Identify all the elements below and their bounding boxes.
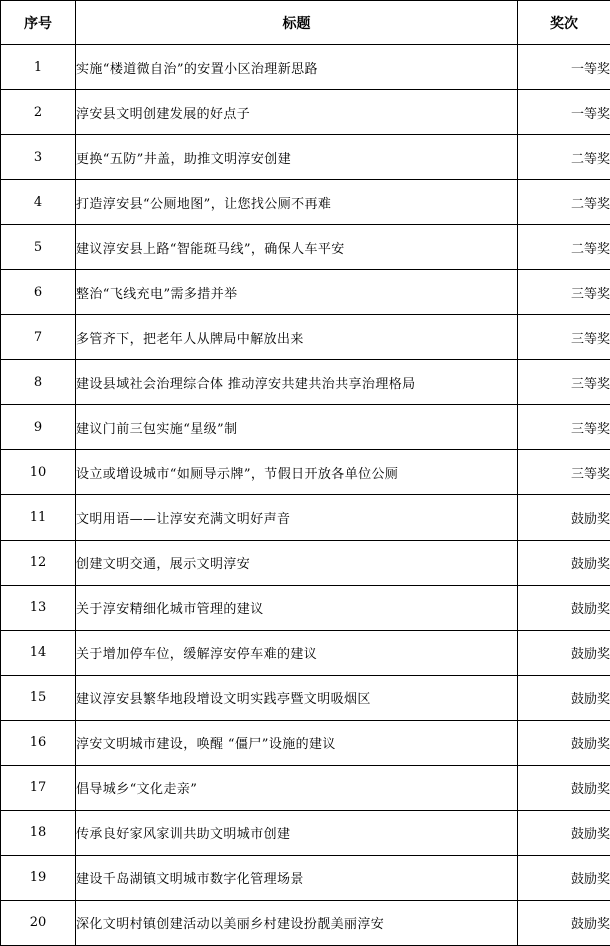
row-title: 深化文明村镇创建活动以美丽乡村建设扮靓美丽淳安 xyxy=(76,900,518,945)
table-row xyxy=(1,720,610,765)
row-index: 13 xyxy=(1,585,76,630)
row-title: 建议淳安县繁华地段增设文明实践亭暨文明吸烟区 xyxy=(76,675,518,720)
table-row xyxy=(1,405,610,450)
row-title: 建议淳安县上路“智能斑马线”，确保人车平安 xyxy=(76,225,518,270)
row-title: 更换“五防”井盖，助推文明淳安创建 xyxy=(76,135,518,180)
row-award: 二等奖 xyxy=(518,180,610,225)
table-row xyxy=(1,675,610,720)
row-title: 建议门前三包实施“星级”制 xyxy=(76,405,518,450)
table-row xyxy=(1,135,610,180)
row-award: 鼓励奖 xyxy=(518,675,610,720)
table-row xyxy=(1,90,610,135)
row-award: 一等奖 xyxy=(518,90,610,135)
row-title: 关于淳安精细化城市管理的建议 xyxy=(76,585,518,630)
row-title: 创建文明交通，展示文明淳安 xyxy=(76,540,518,585)
row-title: 实施“楼道微自治”的安置小区治理新思路 xyxy=(76,45,518,90)
row-title: 淳安县文明创建发展的好点子 xyxy=(76,90,518,135)
table-row xyxy=(1,765,610,810)
table-row xyxy=(1,585,610,630)
row-award: 鼓励奖 xyxy=(518,720,610,765)
table-row xyxy=(1,225,610,270)
row-index: 15 xyxy=(1,675,76,720)
table-row xyxy=(1,900,610,945)
row-award: 一等奖 xyxy=(518,45,610,90)
table-row xyxy=(1,855,610,900)
row-award: 二等奖 xyxy=(518,135,610,180)
row-index: 9 xyxy=(1,405,76,450)
header-title: 标题 xyxy=(76,1,518,45)
row-award: 三等奖 xyxy=(518,315,610,360)
table-row xyxy=(1,495,610,540)
table-row xyxy=(1,270,610,315)
row-index: 3 xyxy=(1,135,76,180)
row-index: 11 xyxy=(1,495,76,540)
row-award: 鼓励奖 xyxy=(518,495,610,540)
row-title: 多管齐下，把老年人从牌局中解放出来 xyxy=(76,315,518,360)
row-index: 7 xyxy=(1,315,76,360)
row-index: 4 xyxy=(1,180,76,225)
row-index: 18 xyxy=(1,810,76,855)
row-index: 19 xyxy=(1,855,76,900)
row-index: 8 xyxy=(1,360,76,405)
row-award: 鼓励奖 xyxy=(518,540,610,585)
table-row xyxy=(1,450,610,495)
row-award: 三等奖 xyxy=(518,450,610,495)
table-row xyxy=(1,630,610,675)
row-award: 二等奖 xyxy=(518,225,610,270)
row-title: 文明用语——让淳安充满文明好声音 xyxy=(76,495,518,540)
row-award: 鼓励奖 xyxy=(518,900,610,945)
header-index: 序号 xyxy=(1,1,76,45)
row-index: 1 xyxy=(1,45,76,90)
row-title: 传承良好家风家训共助文明城市创建 xyxy=(76,810,518,855)
table-row xyxy=(1,180,610,225)
row-award: 鼓励奖 xyxy=(518,855,610,900)
table-row xyxy=(1,315,610,360)
row-award: 鼓励奖 xyxy=(518,630,610,675)
row-index: 20 xyxy=(1,900,76,945)
table-header-row xyxy=(1,1,610,45)
row-title: 淳安文明城市建设，唤醒 “僵尸”设施的建议 xyxy=(76,720,518,765)
table-row xyxy=(1,360,610,405)
row-title: 整治“飞线充电”需多措并举 xyxy=(76,270,518,315)
row-title: 关于增加停车位，缓解淳安停车难的建议 xyxy=(76,630,518,675)
row-title: 设立或增设城市“如厕导示牌”，节假日开放各单位公厕 xyxy=(76,450,518,495)
row-index: 17 xyxy=(1,765,76,810)
row-award: 鼓励奖 xyxy=(518,765,610,810)
row-index: 2 xyxy=(1,90,76,135)
row-award: 三等奖 xyxy=(518,405,610,450)
row-award: 鼓励奖 xyxy=(518,810,610,855)
row-award: 三等奖 xyxy=(518,360,610,405)
row-title: 打造淳安县“公厕地图”，让您找公厕不再难 xyxy=(76,180,518,225)
header-award: 奖次 xyxy=(518,1,610,45)
table-row xyxy=(1,810,610,855)
row-award: 鼓励奖 xyxy=(518,585,610,630)
row-title: 建设县域社会治理综合体 推动淳安共建共治共享治理格局 xyxy=(76,360,518,405)
row-award: 三等奖 xyxy=(518,270,610,315)
row-index: 16 xyxy=(1,720,76,765)
row-title: 建设千岛湖镇文明城市数字化管理场景 xyxy=(76,855,518,900)
table-row xyxy=(1,45,610,90)
row-title: 倡导城乡“文化走亲” xyxy=(76,765,518,810)
row-index: 5 xyxy=(1,225,76,270)
table-row xyxy=(1,540,610,585)
row-index: 6 xyxy=(1,270,76,315)
row-index: 14 xyxy=(1,630,76,675)
row-index: 12 xyxy=(1,540,76,585)
row-index: 10 xyxy=(1,450,76,495)
